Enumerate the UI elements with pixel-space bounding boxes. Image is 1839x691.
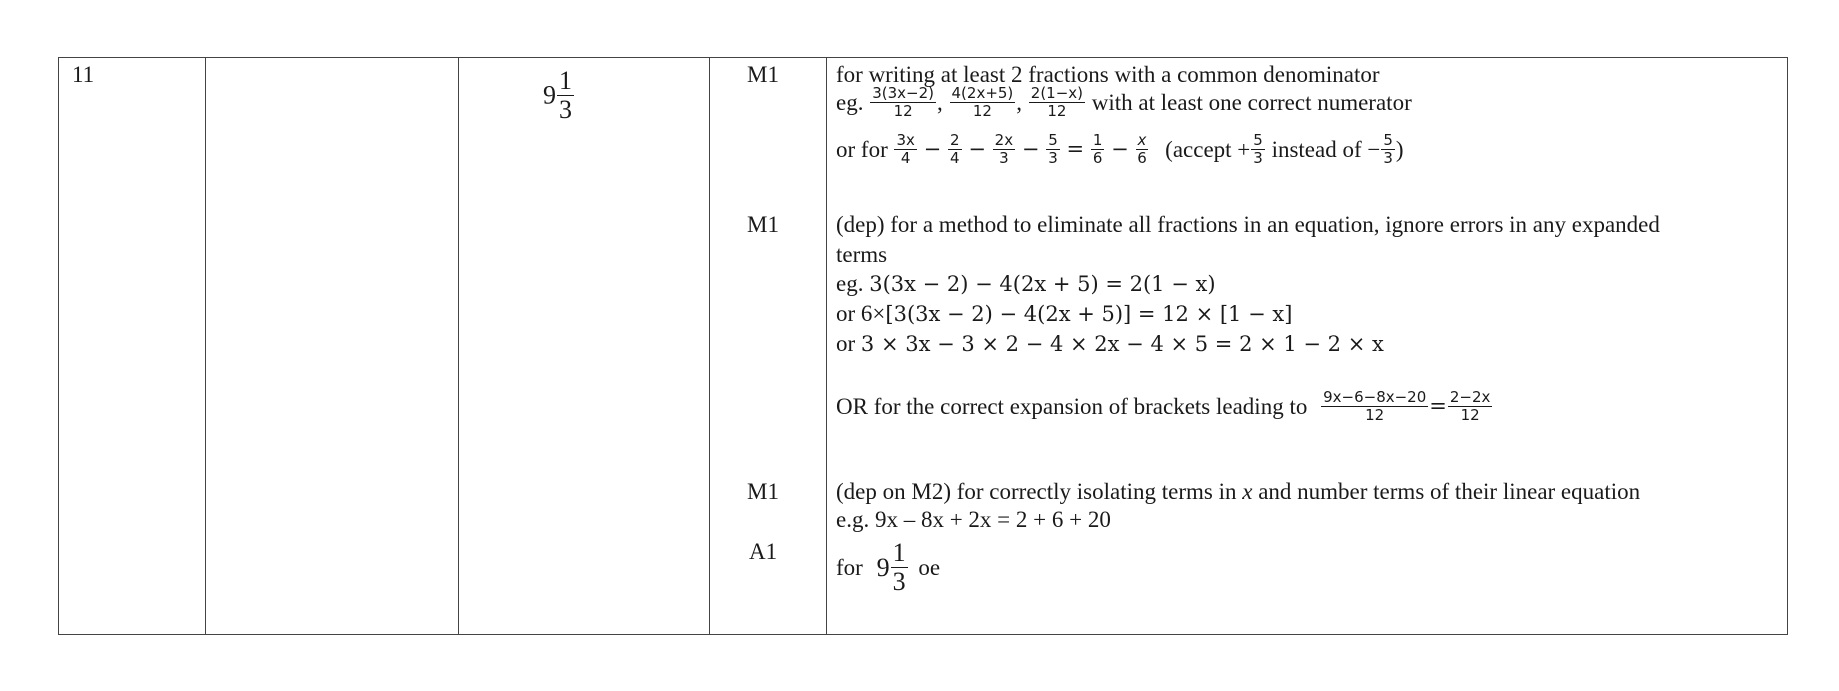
- note-text: and number terms of their linear equation: [1258, 479, 1641, 504]
- numerator: 5: [1048, 131, 1058, 149]
- denominator: 12: [972, 102, 992, 120]
- denominator: 3: [1383, 149, 1393, 167]
- note-text: with at least one correct numerator: [1091, 90, 1412, 115]
- denominator: 4: [900, 149, 911, 167]
- answer-whole: 9: [543, 80, 556, 110]
- denominator: 12: [1460, 406, 1480, 424]
- fraction: [993, 133, 1015, 166]
- numerator: 2: [950, 131, 960, 149]
- mark-code: A1: [749, 539, 778, 564]
- equation: 3 × 3x − 3 × 2 − 4 × 2x − 4 × 5 = 2 × 1 − 2 × x: [860, 332, 1384, 356]
- numerator: 2x: [994, 131, 1014, 149]
- numerator: 1: [892, 538, 906, 567]
- numerator: x: [1137, 131, 1147, 149]
- operator: −: [1021, 137, 1040, 161]
- operator: =: [1429, 394, 1447, 418]
- note-text: eg.: [836, 90, 864, 115]
- column-divider: [205, 58, 206, 634]
- note-line: e.g. 9x – 8x + 2x = 2 + 6 + 20: [836, 507, 1111, 532]
- numerator: 1: [1092, 131, 1103, 149]
- denominator: 12: [893, 102, 913, 120]
- fraction: [1046, 133, 1060, 166]
- note-text: ): [1395, 137, 1404, 162]
- note-line: [836, 480, 1640, 503]
- denominator: 6: [1092, 149, 1103, 167]
- operator: −: [968, 137, 986, 161]
- column-divider: [458, 58, 459, 634]
- answer-fraction: [891, 540, 908, 595]
- final-answer-line: [836, 540, 940, 595]
- column-divider: [709, 58, 710, 634]
- numerator: 9x−6−8x−20: [1323, 388, 1427, 406]
- answer-cell: [543, 68, 575, 123]
- denominator: 6: [1137, 149, 1147, 167]
- fraction: [870, 86, 936, 119]
- denominator: 4: [950, 149, 960, 167]
- fraction: [948, 133, 962, 166]
- equation: [3(3x − 2) − 4(2x + 5)] = 12 × [1 − x]: [885, 302, 1293, 326]
- fraction: [950, 86, 1016, 119]
- note-text: (accept +: [1165, 137, 1251, 162]
- denominator: 12: [1047, 102, 1067, 120]
- answer-whole: 9: [876, 552, 890, 582]
- note-text: or: [836, 331, 856, 356]
- fraction: [1029, 86, 1085, 119]
- note-line-or: [836, 390, 1493, 423]
- note-line-equation: [836, 272, 1216, 295]
- fraction: [1251, 133, 1265, 166]
- note-line-equation: [836, 133, 1404, 166]
- mark-code: M1: [747, 479, 779, 504]
- column-divider: [826, 58, 827, 634]
- numerator: 5: [1253, 131, 1263, 149]
- equation: 3(3x − 2) − 4(2x + 5) = 2(1 − x): [869, 272, 1216, 296]
- numerator: 3(3x−2): [872, 84, 934, 102]
- numerator: 2−2x: [1449, 388, 1491, 406]
- answer-numerator: 1: [559, 66, 572, 95]
- denominator: 3: [1253, 149, 1263, 167]
- separator: ,: [937, 90, 943, 115]
- note-line-fractions: [836, 86, 1412, 119]
- note-text: OR for the correct expansion of brackets leading to: [836, 394, 1308, 419]
- mark-code: M1: [747, 212, 779, 237]
- note-line-equation: [836, 332, 1384, 355]
- variable: x: [1242, 479, 1253, 504]
- note-text: for: [836, 555, 863, 580]
- note-text: (dep on M2) for correctly isolating terms in: [836, 479, 1237, 504]
- numerator: 2(1−x): [1030, 84, 1084, 102]
- fraction: [1448, 390, 1493, 423]
- operator: −: [923, 137, 942, 161]
- note-line: terms: [836, 242, 888, 267]
- operator: =: [1066, 137, 1085, 161]
- answer-denominator: 3: [559, 95, 572, 124]
- fraction: [1381, 133, 1395, 166]
- denominator: 12: [1365, 406, 1385, 424]
- numerator: 4(2x+5): [951, 84, 1014, 102]
- numerator: 5: [1383, 131, 1393, 149]
- fraction: [1091, 133, 1105, 166]
- fraction: [1321, 390, 1428, 423]
- note-line: for writing at least 2 fractions with a common denominator: [836, 62, 1380, 87]
- numerator: 3x: [896, 131, 915, 149]
- note-text: or for: [836, 137, 888, 162]
- note-text: instead of −: [1271, 137, 1381, 162]
- note-line-equation: [836, 302, 1292, 325]
- note-line: (dep) for a method to eliminate all fractions in an equation, ignore errors in any expanded: [836, 212, 1660, 237]
- mark-code: M1: [747, 62, 779, 87]
- fraction: [1136, 133, 1149, 166]
- question-number: 11: [72, 62, 95, 87]
- note-text: or 6×: [836, 301, 886, 326]
- separator: ,: [1016, 90, 1023, 115]
- answer-fraction: [557, 68, 574, 123]
- operator: −: [1111, 137, 1129, 161]
- note-text: oe: [918, 555, 941, 580]
- fraction: [894, 133, 916, 166]
- note-text: eg.: [836, 271, 864, 296]
- denominator: 3: [1048, 149, 1058, 167]
- denominator: 3: [999, 149, 1009, 167]
- denominator: 3: [892, 567, 906, 596]
